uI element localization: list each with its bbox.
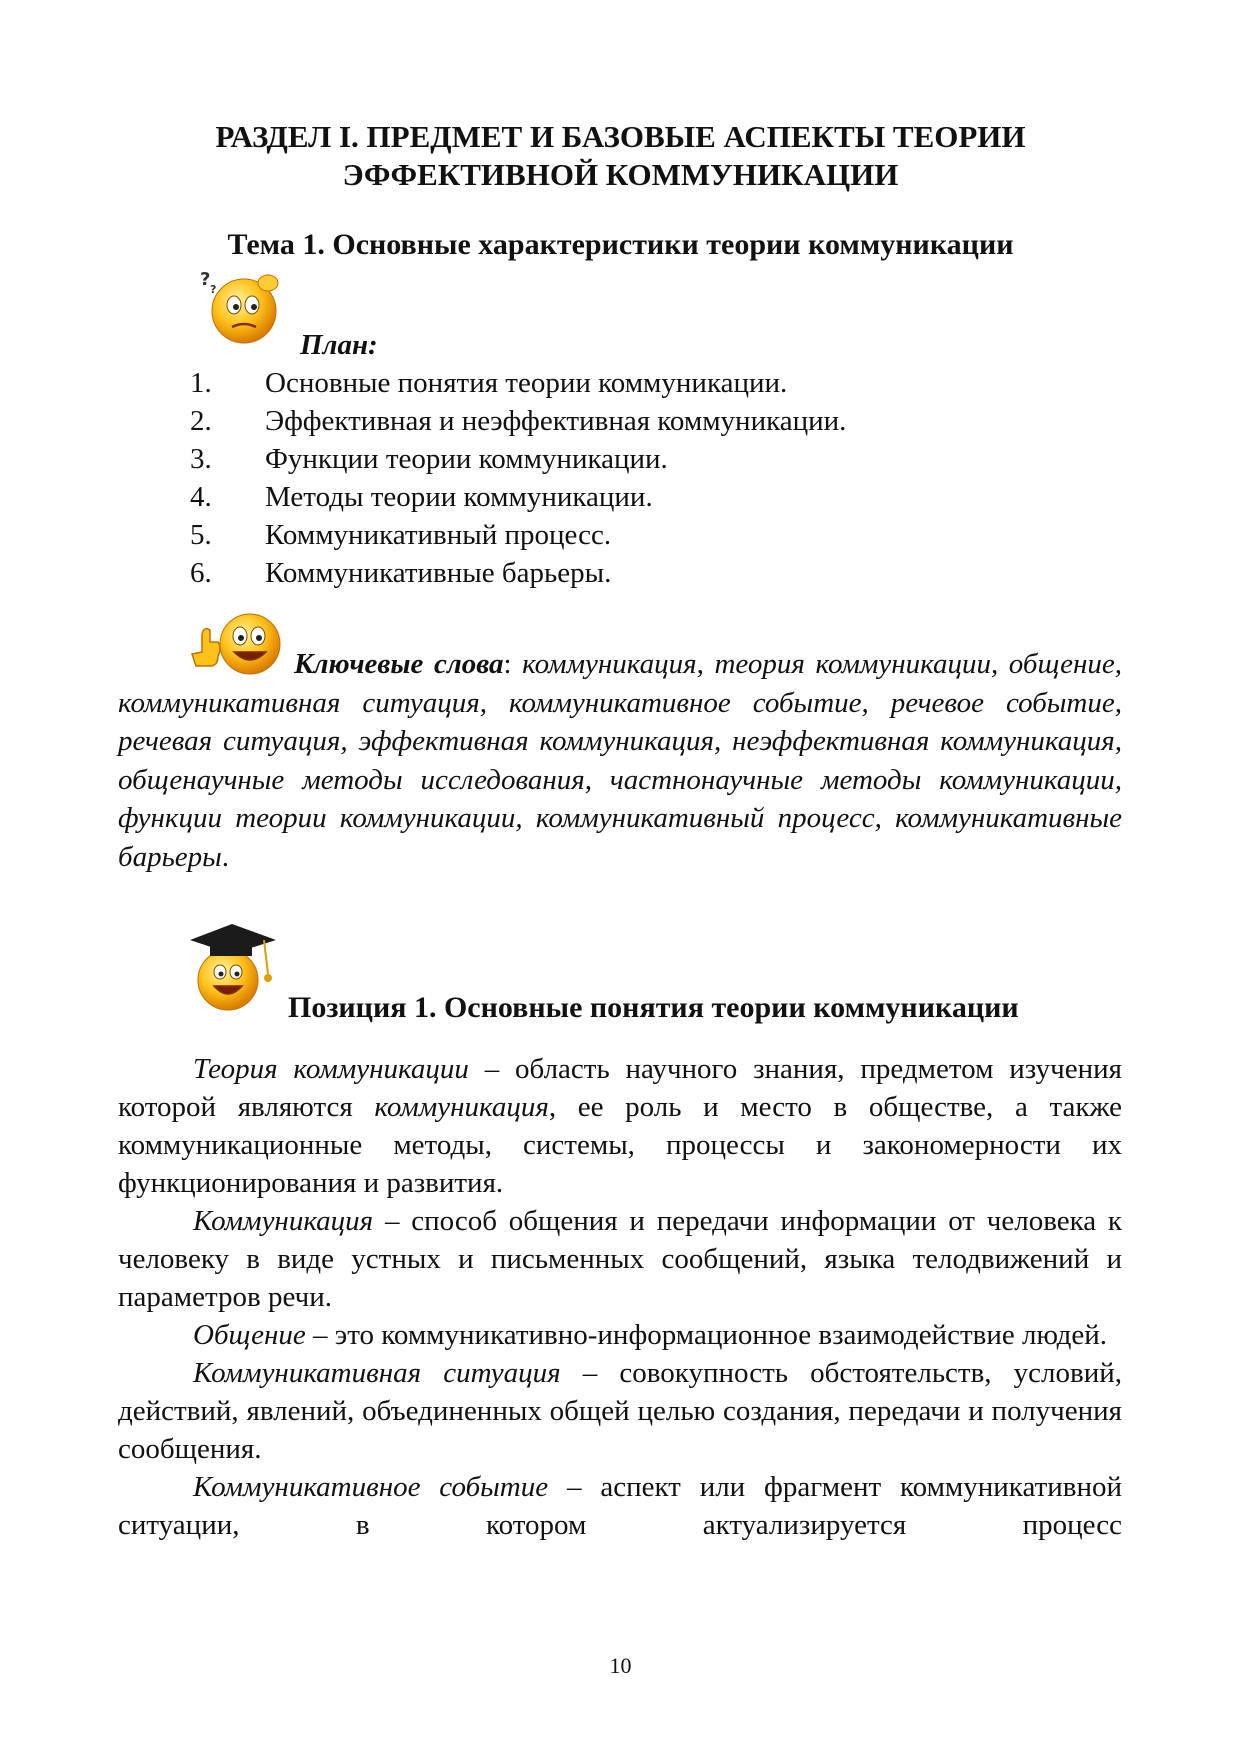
graduate-smiley-icon [188, 922, 278, 1014]
definition-text: – область научного знания, предметом изучения которой являются [118, 1053, 1122, 1123]
section-title-line-2: ЭФФЕКТИВНОЙ КОММУНИКАЦИИ [342, 157, 899, 192]
definition-text: – это коммуникативно-информационное взаимодействие людей. [305, 1319, 1108, 1351]
plan-item-text: Основные понятия теории коммуникации. [265, 367, 788, 399]
keywords-text: коммуникация, теория коммуникации, общение, коммуникативная ситуация, коммуникативное событие, речевое событие, речевая ситуация, эффективная коммуникация, неэффективная коммуникация, общенаучные методы исследования, частнонаучные методы коммуникации, функции теории коммуникации, коммуникативный процесс, коммуникативные барьеры [118, 648, 1122, 873]
definition-paragraph [118, 1202, 1122, 1316]
plan-item-text: Методы теории коммуникации. [265, 481, 653, 513]
plan-item-number: 4. [190, 481, 212, 513]
question-mark-icon: ? [200, 269, 211, 290]
plan-item [190, 402, 846, 440]
plan-item-number: 6. [190, 557, 212, 589]
definitions [118, 1050, 1122, 1544]
definition-text-rest: , ее роль и место в обществе, а также коммуникационные методы, системы, процессы и закономерности их функционирования и развития. [118, 1091, 1122, 1199]
page-number: 10 [609, 1653, 632, 1678]
plan-item-text: Функции теории коммуникации. [265, 443, 668, 475]
plan-item-number: 2. [190, 405, 212, 437]
thinking-smiley-icon [196, 265, 286, 347]
keywords-label: Ключевые слова [294, 648, 504, 680]
plan-item [190, 516, 846, 554]
definition-term: Коммуникативная ситуация [193, 1357, 561, 1389]
plan-item-text: Коммуникативный процесс. [265, 519, 612, 551]
plan-item-number: 5. [190, 519, 212, 551]
definition-paragraph [118, 1354, 1122, 1468]
plan-item [190, 440, 846, 478]
definition-term: Общение [193, 1319, 306, 1351]
definition-term: Теория коммуникации [193, 1053, 469, 1085]
plan-item-text: Коммуникативные барьеры. [265, 557, 612, 589]
plan-item-text: Эффективная и неэффективная коммуникации. [265, 405, 847, 437]
definition-paragraph [118, 1468, 1122, 1544]
plan-item-number: 1. [190, 367, 212, 399]
keywords-paragraph [118, 645, 1122, 876]
keywords-end: . [221, 840, 230, 873]
keywords-colon: : [503, 648, 512, 680]
definition-text: – способ общения и передачи информации от человека к человеку в виде устных и письменных сообщений, языка телодвижений и параметров речи. [118, 1205, 1122, 1313]
svg-text:?: ? [210, 283, 217, 296]
plan-list [190, 364, 846, 592]
plan-item-number: 3. [190, 443, 212, 475]
plan-title: План: [300, 329, 378, 361]
section-title [120, 118, 1121, 194]
topic-title: Тема 1. Основные характеристики теории коммуникации [227, 228, 1014, 261]
plan-item [190, 478, 846, 516]
definition-text: – совокупность обстоятельств, условий, действий, явлений, объединенных общей целью создания, передачи и получения сообщения. [118, 1357, 1122, 1465]
plan-item [190, 554, 846, 592]
definition-paragraph [118, 1316, 1122, 1354]
definition-term: Коммуникация [193, 1205, 374, 1237]
position-title: Позиция 1. Основные понятия теории коммуникации [288, 991, 1019, 1024]
definition-paragraph [118, 1050, 1122, 1202]
definition-text: – аспект или фрагмент коммуникативной ситуации, в котором актуализируется процесс [118, 1471, 1123, 1541]
plan-item [190, 364, 846, 402]
definition-term-inline: коммуникация [374, 1091, 549, 1123]
section-title-line-1: РАЗДЕЛ I. ПРЕДМЕТ И БАЗОВЫЕ АСПЕКТЫ ТЕОРИИ [215, 119, 1026, 154]
definition-term: Коммуникативное событие [193, 1471, 549, 1503]
